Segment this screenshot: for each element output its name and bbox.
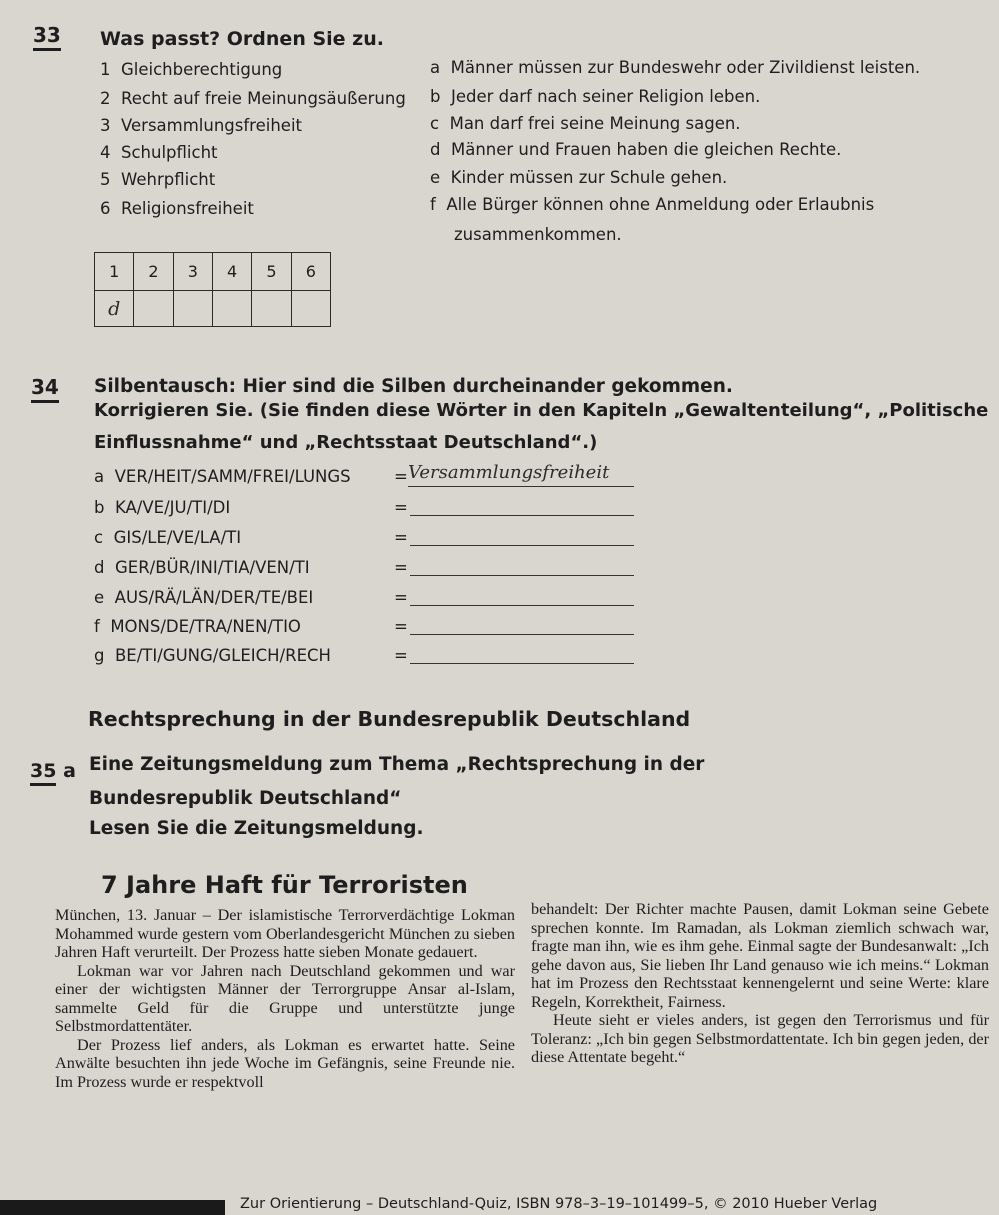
answer-line (410, 663, 634, 664)
answer-line (410, 634, 634, 635)
equals-sign: = (394, 558, 408, 577)
exercise-34-number: 34 (31, 375, 59, 403)
exercise-33-title: Was passt? Ordnen Sie zu. (100, 28, 384, 50)
article-paragraph: behandelt: Der Richter machte Pausen, damit Lokman seine Gebete sprechen konnte. Im Ramadan, als Lokman ziemlich schwach war, fragte man ihn, wie es ihm gehe. Einmal sagte der Bundesanwalt: „Ich gehe davon aus, Sie lieben Ihr Land genauso wie ich meins.“ Lokman hat im Prozess den Rechtsstaat kennengelernt und seine Werte: klare Regeln, Korrektheit, Fairness. (531, 900, 989, 1011)
answer-line (408, 486, 634, 487)
grid-header-cell: 1 (95, 253, 134, 291)
equals-sign: = (394, 617, 408, 636)
exercise-35-title-1: Eine Zeitungsmeldung zum Thema „Rechtsprechung in der (89, 754, 705, 775)
grid-answer-cell[interactable] (291, 291, 330, 327)
grid-answer-cell[interactable]: d (95, 291, 134, 327)
list-item: e Kinder müssen zur Schule gehen. (430, 168, 728, 187)
footer-bar (0, 1200, 225, 1215)
list-item: a Männer müssen zur Bundeswehr oder Zivildienst leisten. (430, 58, 921, 77)
article-left-column (55, 906, 515, 1091)
grid-answer-cell[interactable] (134, 291, 173, 327)
grid-answer-cell[interactable] (173, 291, 212, 327)
list-item: b KA/VE/JU/TI/DI (94, 498, 231, 517)
equals-sign: = (394, 588, 408, 607)
article-paragraph: Lokman war vor Jahren nach Deutschland gekommen und war einer der wichtigsten Männer der Terrorgruppe Ansar al-Islam, sammelte Geld für die Gruppe und unterstützte junge Selbstmordattentäter. (55, 961, 515, 1035)
section-title: Rechtsprechung in der Bundesrepublik Deutschland (88, 707, 691, 731)
list-item: d GER/BÜR/INI/TIA/VEN/TI (94, 558, 310, 577)
article-paragraph: München, 13. Januar – Der islamistische Terrorverdächtige Lokman Mohammed wurde gestern vom Oberlandesgericht München zu sieben Jahren Haft verurteilt. Der Prozess hatte sieben Monate gedauert. (55, 906, 515, 961)
answer-grid (94, 252, 331, 327)
grid-answer-cell[interactable] (212, 291, 251, 327)
list-item: f Alle Bürger können ohne Anmeldung oder Erlaubnis (430, 195, 875, 214)
exercise-35-number: 35 a (30, 760, 76, 782)
exercise-33-number: 33 (33, 23, 61, 51)
article-headline: 7 Jahre Haft für Terroristen (101, 871, 468, 899)
list-item: 1 Gleichberechtigung (100, 60, 283, 79)
grid-answer-cell[interactable] (252, 291, 291, 327)
list-item: 4 Schulpflicht (100, 143, 218, 162)
list-item: f MONS/DE/TRA/NEN/TIO (94, 617, 301, 636)
list-item: e AUS/RÄ/LÄN/DER/TE/BEI (94, 588, 314, 607)
answer-text[interactable]: Versammlungsfreiheit (408, 462, 610, 483)
answer-line (410, 575, 634, 576)
list-item-continuation: zusammenkommen. (454, 225, 622, 244)
list-item: a VER/HEIT/SAMM/FREI/LUNGS (94, 467, 351, 486)
exercise-35-instruction: Lesen Sie die Zeitungsmeldung. (89, 818, 424, 839)
list-item: b Jeder darf nach seiner Religion leben. (430, 87, 761, 106)
list-item: 5 Wehrpflicht (100, 170, 216, 189)
equals-sign: = (394, 646, 408, 665)
answer-line (410, 605, 634, 606)
article-paragraph: Der Prozess lief anders, als Lokman es erwartet hatte. Seine Anwälte besuchten ihn jede Woche im Gefängnis, seine Freunde nie. Im Prozess wurde er respektvoll (55, 1035, 515, 1091)
article-paragraph: Heute sieht er vieles anders, ist gegen den Terrorismus und für Toleranz: „Ich bin gegen Selbstmordattentate. Ich bin gegen jeden, der diese Attentate begeht.“ (531, 1011, 989, 1066)
grid-header-cell: 2 (134, 253, 173, 291)
exercise-34-instruction-1: Korrigieren Sie. (Sie finden diese Wörter in den Kapiteln „Gewaltenteilung“, „Politische (94, 400, 989, 421)
exercise-34-instruction-2: Einflussnahme“ und „Rechtsstaat Deutschland“.) (94, 432, 598, 453)
answer-line (410, 515, 634, 516)
grid-header-cell: 5 (252, 253, 291, 291)
equals-sign: = (394, 467, 408, 486)
list-item: 2 Recht auf freie Meinungsäußerung (100, 89, 406, 108)
list-item: d Männer und Frauen haben die gleichen Rechte. (430, 140, 842, 159)
article-right-column (531, 900, 989, 1067)
exercise-34-title: Silbentausch: Hier sind die Silben durcheinander gekommen. (94, 376, 733, 397)
equals-sign: = (394, 498, 408, 517)
equals-sign: = (394, 528, 408, 547)
list-item: g BE/TI/GUNG/GLEICH/RECH (94, 646, 331, 665)
answer-line (410, 545, 634, 546)
list-item: 3 Versammlungsfreiheit (100, 116, 302, 135)
list-item: c GIS/LE/VE/LA/TI (94, 528, 242, 547)
grid-header-cell: 6 (291, 253, 330, 291)
footer-text: Zur Orientierung – Deutschland-Quiz, ISBN 978–3–19–101499–5, © 2010 Hueber Verlag (240, 1196, 878, 1212)
list-item: c Man darf frei seine Meinung sagen. (430, 114, 741, 133)
exercise-35-title-2: Bundesrepublik Deutschland“ (89, 788, 402, 809)
list-item: 6 Religionsfreiheit (100, 199, 254, 218)
grid-header-cell: 4 (212, 253, 251, 291)
grid-header-cell: 3 (173, 253, 212, 291)
